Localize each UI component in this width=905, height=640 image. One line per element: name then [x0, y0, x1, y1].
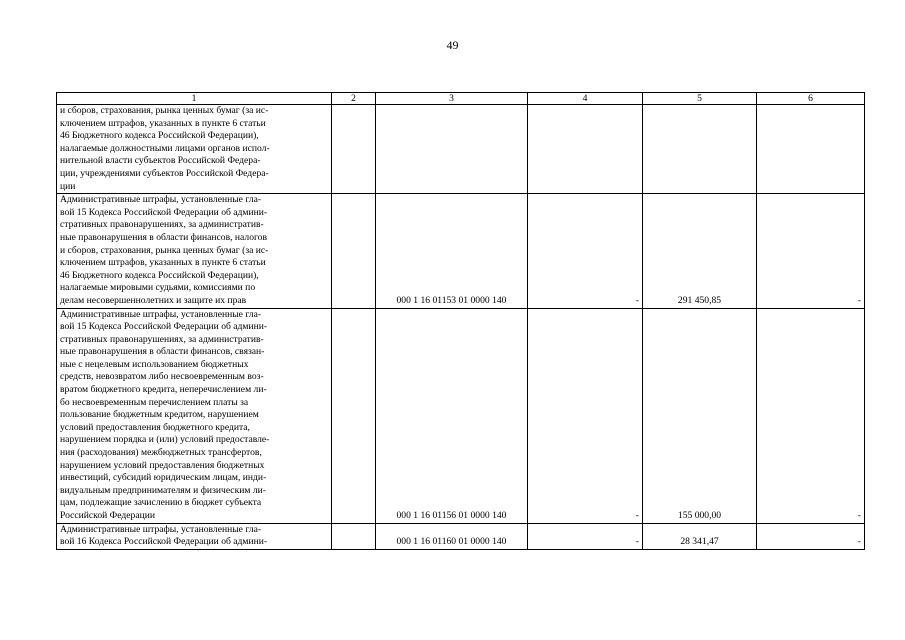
description-line: Административные штрафы, установленные гла- — [60, 523, 262, 535]
description-line: вой 16 Кодекса Российской Федерации об админи- — [60, 536, 268, 548]
description-line: условий предоставления бюджетного кредита, — [60, 421, 250, 433]
description-line: пользование бюджетным кредитом, нарушением — [60, 409, 259, 421]
description-line: средств, невозвратом либо несвоевременным воз- — [60, 371, 264, 383]
description-line: стративных правонарушениях, за административ- — [60, 219, 264, 231]
description-line: стративных правонарушениях, за административ- — [60, 333, 264, 345]
budget-revenue-table — [56, 92, 865, 550]
description-line: Административные штрафы, установленные гла- — [60, 194, 262, 206]
row-description — [57, 523, 332, 549]
description-line: инвестиций, субсидий юридическим лицам, инди- — [60, 472, 267, 484]
description-line: ные с нецелевым использованием бюджетных — [60, 358, 249, 370]
description-line: цам, подлежащие зачислению в бюджет субъекта — [60, 497, 262, 509]
row-column-2 — [332, 194, 376, 308]
table-row — [57, 194, 865, 308]
description-line: и сборов, страхования, рынка ценных бумаг (за ис- — [60, 244, 269, 256]
description-line: и сборов, страхования, рынка ценных бумаг (за ис- — [60, 105, 269, 116]
description-line: нительной власти субъектов Российской Федера- — [60, 155, 261, 167]
row-description — [57, 105, 332, 194]
description-line: 46 Бюджетного кодекса Российской Федерации), — [60, 269, 259, 281]
column-header-1: 1 — [57, 93, 332, 105]
description-line: ции — [60, 180, 76, 192]
table-row — [57, 308, 865, 523]
row-description — [57, 308, 332, 523]
description-line: налагаемые мировыми судьями, комиссиями по — [60, 282, 256, 294]
page-number: 49 — [446, 38, 459, 52]
row-column-6: - — [757, 308, 865, 523]
column-header-5: 5 — [643, 93, 757, 105]
column-header-2: 2 — [332, 93, 376, 105]
column-header-4: 4 — [528, 93, 643, 105]
description-line: налагаемые должностными лицами органов испол- — [60, 142, 270, 154]
description-line: ные правонарушения в области финансов, связан- — [60, 346, 265, 358]
description-line: нарушением порядка и (или) условий предоставле- — [60, 434, 270, 446]
row-column-6: - — [757, 194, 865, 308]
description-line: вратом бюджетного кредита, неперечислением ли- — [60, 384, 267, 396]
description-line: Российской Федерации — [60, 510, 155, 521]
row-classification-code: 000 1 16 01160 01 0000 140 — [376, 523, 528, 549]
row-column-4: - — [528, 523, 643, 549]
row-column-4 — [528, 105, 643, 194]
column-header-6: 6 — [757, 93, 865, 105]
row-amount: 28 341,47 — [643, 523, 757, 549]
row-column-2 — [332, 523, 376, 549]
table-row — [57, 105, 865, 194]
description-line: ции, учреждениями субъектов Российской Федера- — [60, 167, 269, 179]
row-classification-code: 000 1 16 01156 01 0000 140 — [376, 308, 528, 523]
row-column-6 — [757, 105, 865, 194]
table-row — [57, 523, 865, 549]
row-column-2 — [332, 105, 376, 194]
row-amount — [643, 105, 757, 194]
row-amount: 291 450,85 — [643, 194, 757, 308]
column-header-3: 3 — [376, 93, 528, 105]
description-line: нарушением условий предоставления бюджетных — [60, 459, 265, 471]
description-line: бо несвоевременным перечислением платы за — [60, 396, 249, 408]
row-column-2 — [332, 308, 376, 523]
row-column-4: - — [528, 194, 643, 308]
description-line: ключением штрафов, указанных в пункте 6 статьи — [60, 117, 266, 129]
row-classification-code — [376, 105, 528, 194]
row-column-4: - — [528, 308, 643, 523]
description-line: вой 15 Кодекса Российской Федерации об админи- — [60, 321, 268, 333]
description-line: делам несовершеннолетних и защите их прав — [60, 294, 247, 306]
description-line: Административные штрафы, установленные гла- — [60, 308, 262, 320]
description-line: ные правонарушения в области финансов, налогов — [60, 231, 268, 243]
column-number-header — [57, 93, 865, 105]
description-line: вой 15 Кодекса Российской Федерации об админи- — [60, 206, 268, 218]
row-amount: 155 000,00 — [643, 308, 757, 523]
description-line: видуальным предпринимателям и физическим ли- — [60, 484, 266, 496]
row-description — [57, 194, 332, 308]
description-line: ключением штрафов, указанных в пункте 6 статьи — [60, 257, 266, 269]
description-line: 46 Бюджетного кодекса Российской Федерации), — [60, 130, 259, 142]
description-line: ния (расходования) межбюджетных трансфертов, — [60, 447, 262, 459]
row-column-6: - — [757, 523, 865, 549]
row-classification-code: 000 1 16 01153 01 0000 140 — [376, 194, 528, 308]
